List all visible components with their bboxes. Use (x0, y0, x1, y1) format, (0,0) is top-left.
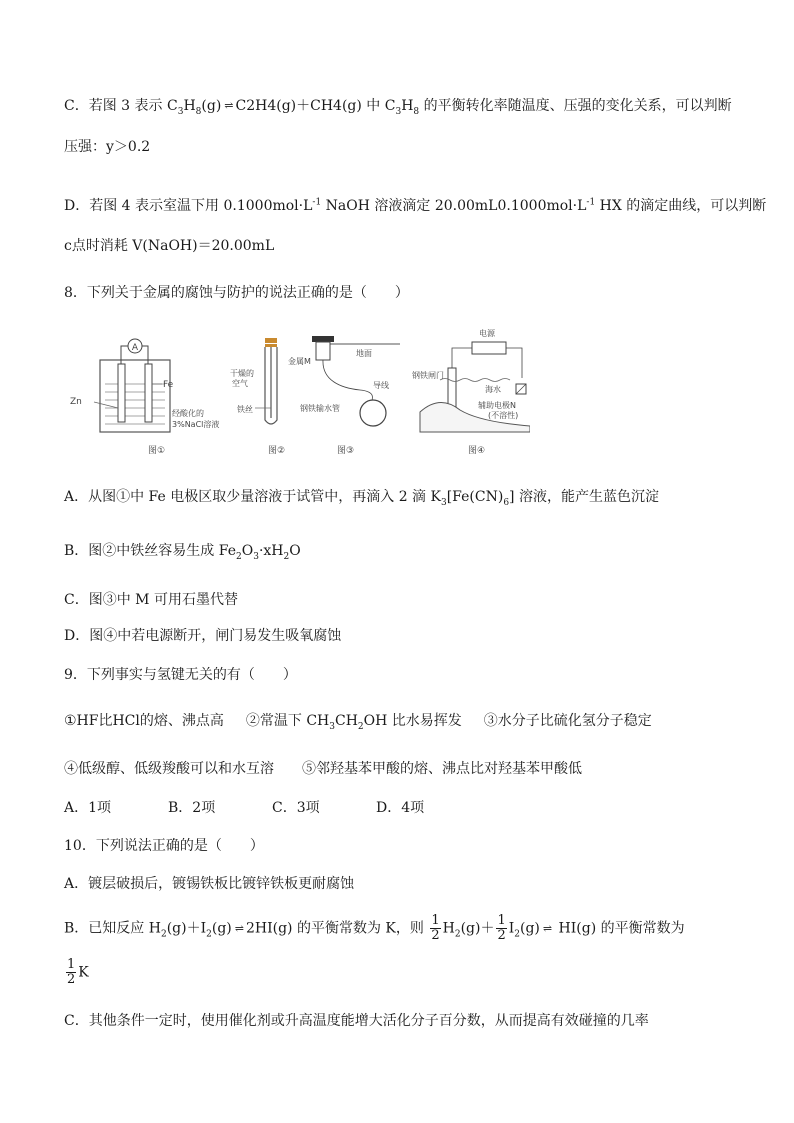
wire-label: 导线 (373, 381, 389, 390)
zn-label: Zn (70, 397, 82, 407)
figure-1 (70, 339, 219, 456)
equilibrium-arrow-icon: ⇌ (542, 921, 552, 935)
q9-option-d: D．4项 (376, 800, 425, 816)
stopper-top (265, 338, 277, 343)
q8-option-c: C．图③中 M 可用石墨代替 (64, 592, 238, 608)
q7-option-c-line1: C．若图 3 表示 $C_3H_8(g)$ ⇌ C2H4(g)＋CH4(g) 中 $C_3H_8$ 的平衡转化率随温度、压强的变化关系，可以判断 (64, 98, 732, 117)
q9-items-row2: ④低级醇、低级羧酸可以和水互溶 ⑤邻羟基苯甲酸的熔、沸点比对羟基苯甲酸低 (64, 761, 582, 777)
power-supply (472, 342, 506, 354)
metal-m-cap (312, 336, 334, 342)
q8-option-d: D．图④中若电源断开，闸门易发生吸氧腐蚀 (64, 628, 342, 644)
q8-option-a: A．从图①中 Fe 电极区取少量溶液于试管中，再滴入 2 滴 $K_3[Fe(CN)_6]$ 溶液，能产生蓝色沉淀 (64, 489, 659, 508)
q9-option-a: A．1项 (64, 800, 112, 816)
ammeter-label: A (131, 343, 139, 353)
power-wire-left (452, 348, 472, 368)
figure-3 (288, 336, 400, 456)
solution-hatching (105, 384, 165, 424)
figure-4 (412, 328, 530, 456)
q10-option-b-line2: $\frac{1}{2}$ K (67, 957, 89, 987)
steel-pipe (360, 400, 386, 426)
metal-label: 金属M (288, 357, 311, 366)
figure-2-caption: 图② (268, 446, 286, 456)
q7-option-c-line2: 压强：y＞0.2 (64, 139, 151, 155)
q8-figures (60, 322, 530, 458)
wire-right (141, 346, 148, 364)
q10-option-b-line1: B．已知反应 $H_2(g)+I_2(g)$ ⇌ 2HI(g) 的平衡常数为 K，则 $\frac{1}{2}$ $H_2(g)+$ $\frac{1}{2}$ $I_2(g)$ ⇌ HI(g) 的平衡常数为 (64, 913, 685, 943)
fraction-half: $\frac{1}{2}$ (431, 913, 440, 943)
figure-4-caption: 图④ (468, 446, 486, 456)
zn-electrode (118, 364, 125, 422)
fraction-half-k: $\frac{1}{2}$ (67, 957, 76, 987)
solution-label-1: 经酸化的 (172, 409, 204, 418)
fe-electrode (145, 364, 152, 422)
electrode-label-2: (不溶性) (488, 411, 519, 420)
gate-label: 钢铁闸门 (412, 371, 444, 380)
air-label-2: 空气 (232, 379, 248, 388)
stopper-bottom (265, 344, 277, 347)
power-wire-right (506, 348, 522, 378)
zn-leader (94, 402, 118, 408)
q9-items-row1: ①HF比HCl的熔、沸点高 ②常温下 $CH_3CH_2OH$ 比水易挥发 ③水分子比硫化氢分子稳定 (64, 713, 652, 732)
power-label: 电源 (479, 329, 495, 338)
q8-option-b: B．图②中铁丝容易生成 $Fe_2O_3\cdot xH_2O$ (64, 543, 301, 562)
connecting-wire (323, 360, 373, 408)
q9-option-b: B．2项 (168, 800, 216, 816)
q10-stem: 10．下列说法正确的是（ ） (64, 838, 264, 854)
sea-label: 海水 (485, 385, 501, 394)
equilibrium-arrow-icon: ⇌ (224, 99, 233, 112)
ground-label: 地面 (356, 349, 372, 358)
figure-2 (230, 338, 285, 456)
q7-option-d-line1: D．若图 4 表示室温下用 $0.1000mol\cdot L^{-1}$ NaOH 溶液滴定 $20.00mL0.1000mol\cdot L^{-1}$ HX 的滴定曲线，可以判断 (64, 197, 767, 214)
figure-1-caption: 图① (148, 446, 166, 456)
q8-stem: 8．下列关于金属的腐蚀与防护的说法正确的是（ ） (64, 285, 409, 301)
metal-m-block (316, 342, 330, 360)
fraction-half: $\frac{1}{2}$ (497, 913, 506, 943)
wire-label: 铁丝 (237, 405, 253, 414)
electrode-label-1: 辅助电极N (478, 401, 516, 410)
equilibrium-arrow-icon: ⇌ (234, 921, 243, 935)
wire-left (121, 346, 129, 364)
figure-3-caption: 图③ (337, 446, 355, 456)
q10-option-a: A．镀层破损后，镀锡铁板比镀锌铁板更耐腐蚀 (64, 876, 355, 892)
air-label-1: 干燥的 (230, 369, 254, 378)
q10-option-c: C．其他条件一定时，使用催化剂或升高温度能增大活化分子百分数，从而提高有效碰撞的几率 (64, 1013, 649, 1029)
solution-label-2: 3%NaCl溶液 (172, 420, 220, 429)
q7-option-d-line2: c点时消耗 V(NaOH)＝20.00mL (64, 238, 275, 254)
pipe-label: 钢铁输水管 (300, 404, 340, 413)
q9-option-c: C．3项 (272, 800, 320, 816)
fe-label: Fe (163, 380, 174, 390)
q9-stem: 9．下列事实与氢键无关的有（ ） (64, 667, 297, 683)
beaker (100, 360, 170, 432)
